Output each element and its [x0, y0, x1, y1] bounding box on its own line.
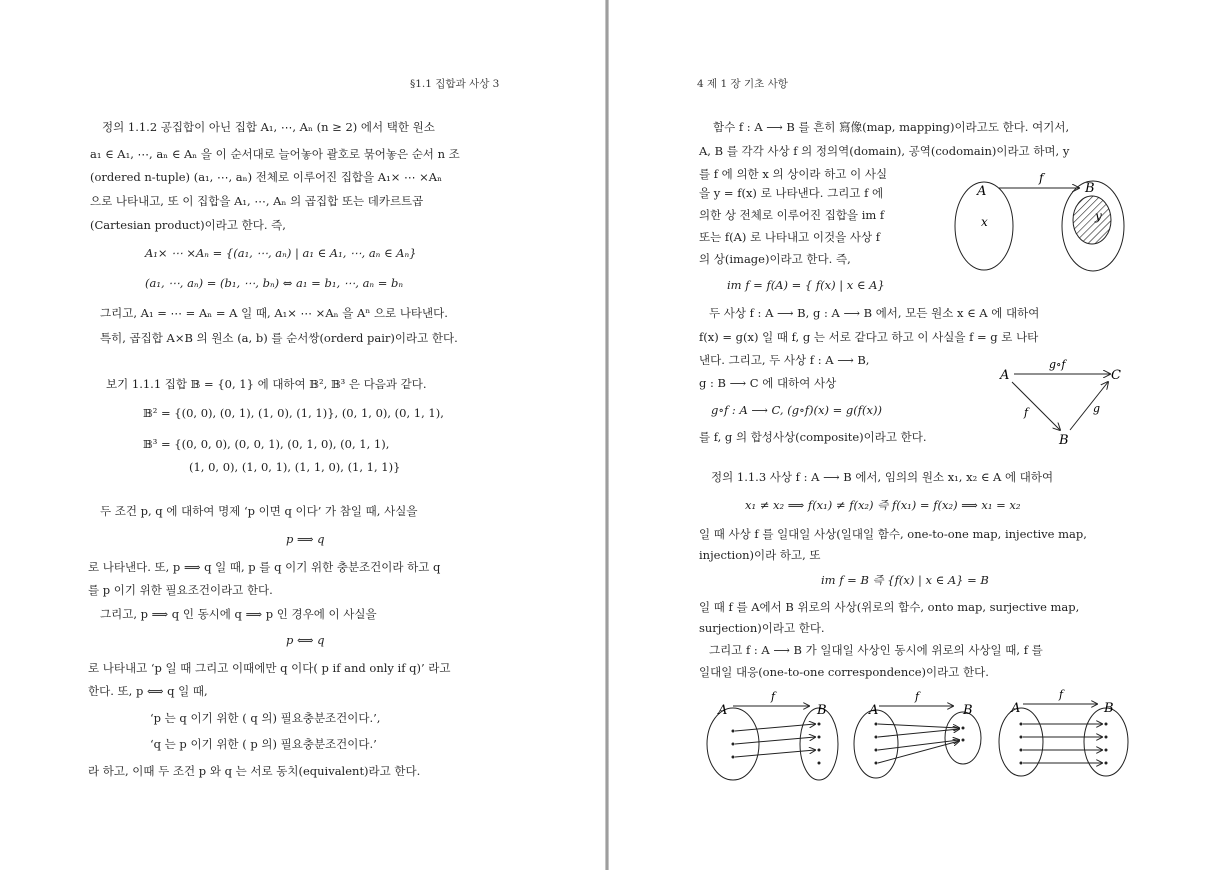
- text-line: 일대일 대응(one-to-one correspondence)이라고 한다.: [699, 665, 989, 679]
- definition-line: 정의 1.1.2 공집합이 아닌 집합 A₁, ⋯, Aₙ (n ≥ 2) 에서 택한 원소: [102, 120, 435, 134]
- mapping-diagrams: [701, 684, 1141, 784]
- equation: 𝔹² = {(0, 0), (0, 1), (1, 0), (1, 1)}, (0, 1, 0), (0, 1, 1),: [143, 406, 444, 420]
- equation: im f = B 즉 {f(x) | x ∈ A} = B: [821, 573, 989, 587]
- text-line: 를 p 이기 위한 필요조건이라고 한다.: [88, 583, 273, 597]
- image-region: [1073, 196, 1111, 244]
- set-b-label: B: [1085, 181, 1095, 196]
- text-line: 일 때 f 를 A에서 B 위로의 사상(위로의 함수, onto map, surjective map,: [699, 600, 1080, 614]
- text-line: 를 f 에 의한 x 의 상이라 하고 이 사실: [699, 167, 888, 181]
- left-page: [0, 0, 605, 870]
- text-line: 낸다. 그리고, 두 사상 f : A ⟶ B,: [699, 353, 870, 367]
- text-line: 로 나타낸다. 또, p ⟹ q 일 때, p 를 q 이기 위한 충분조건이라 하고 q: [88, 560, 441, 574]
- text-line: 두 조건 p, q 에 대하여 명제 ‘p 이면 q 이다’ 가 참일 때, 사실을: [100, 504, 418, 518]
- set-a-label: A: [1011, 701, 1021, 716]
- text-line: 일 때 사상 f 를 일대일 사상(일대일 함수, one-to-one map, injective map,: [699, 527, 1087, 541]
- g-arrow: [1070, 382, 1108, 430]
- text-line: injection)이라 하고, 또: [699, 548, 821, 562]
- text-line: 로 나타내고 ‘p 일 때 그리고 이때에만 q 이다( p if and only if q)’ 라고: [88, 661, 451, 675]
- text-line: 그리고, p ⟹ q 인 동시에 q ⟹ p 인 경우에 이 사실을: [100, 607, 377, 621]
- text-line: ‘p 는 q 이기 위한 ( q 의) 필요충분조건이다.’,: [150, 711, 381, 725]
- equation: g∘f : A ⟶ C, (g∘f)(x) = g(f(x)): [711, 403, 882, 417]
- text-line: (Cartesian product)이라고 한다. 즉,: [90, 218, 286, 232]
- text-line: 두 사상 f : A ⟶ B, g : A ⟶ B 에서, 모든 원소 x ∈ A 에 대하여: [709, 306, 1040, 320]
- text-line: 을 y = f(x) 로 나타낸다. 그리고 f 에: [699, 186, 884, 200]
- text-line: (ordered n-tuple) (a₁, ⋯, aₙ) 전체로 이루어진 집합을 A₁× ⋯ ×Aₙ: [90, 170, 443, 184]
- map-f-label: f: [915, 690, 920, 703]
- text-line: surjection)이라고 한다.: [699, 621, 825, 635]
- map-f-label: f: [771, 690, 776, 703]
- equation: x₁ ≠ x₂ ⟹ f(x₁) ≠ f(x₂) 즉 f(x₁) = f(x₂) ⟹ x₁ = x₂: [745, 498, 1021, 512]
- text-line: 라 하고, 이때 두 조건 p 와 q 는 서로 동치(equivalent)라고 한다.: [88, 764, 421, 778]
- equation: 𝔹³ = {(0, 0, 0), (0, 0, 1), (0, 1, 0), (0, 1, 1),: [143, 437, 390, 451]
- text-line: 특히, 곱집합 A×B 의 원소 (a, b) 를 순서쌍(orderd pair)이라고 한다.: [100, 331, 458, 345]
- bijective-map-diagram: [999, 688, 1128, 776]
- surjective-map-diagram: [854, 690, 981, 778]
- running-header: §1.1 집합과 사상 3: [410, 78, 500, 90]
- y-label: y: [1095, 209, 1102, 223]
- text-line: 를 f, g 의 합성사상(composite)이라고 한다.: [699, 430, 927, 444]
- equation: A₁× ⋯ ×Aₙ = {(a₁, ⋯, aₙ) | a₁ ∈ A₁, ⋯, aₙ ∈ Aₙ}: [145, 246, 417, 260]
- text-line: 한다. 또, p ⟺ q 일 때,: [88, 684, 208, 698]
- composite-diagram: [994, 354, 1124, 446]
- gf-label: g∘f: [1049, 358, 1066, 371]
- equation: (1, 0, 0), (1, 0, 1), (1, 1, 0), (1, 1, 1)}: [189, 460, 401, 474]
- definition-line: 정의 1.1.3 사상 f : A ⟶ B 에서, 임의의 원소 x₁, x₂ ∈ A 에 대하여: [711, 470, 1054, 484]
- text-line: g : B ⟶ C 에 대하여 사상: [699, 376, 837, 390]
- set-b-label: B: [1059, 433, 1069, 446]
- text-line: 또는 f(A) 로 나타내고 이것을 사상 f: [699, 230, 881, 244]
- set-b-label: B: [963, 703, 973, 718]
- text-line: A, B 를 각각 사상 f 의 정의역(domain), 공역(codomain)이라고 하며, y: [699, 144, 1070, 158]
- set-c-label: C: [1111, 368, 1121, 383]
- set-a-label: A: [1000, 368, 1010, 383]
- injective-map-diagram: [707, 690, 838, 780]
- text-line: 그리고 f : A ⟶ B 가 일대일 사상인 동시에 위로의 사상일 때, f 를: [709, 643, 1043, 657]
- text-line: ‘q 는 p 이기 위한 ( p 의) 필요충분조건이다.’: [150, 737, 377, 751]
- text-line: 의한 상 전체로 이루어진 집합을 im f: [699, 208, 885, 222]
- map-f-label: f: [1059, 688, 1064, 701]
- image-diagram: [951, 168, 1131, 274]
- right-page: [609, 0, 1217, 870]
- text-line: 그리고, A₁ = ⋯ = Aₙ = A 일 때, A₁× ⋯ ×Aₙ 을 Aⁿ 으로 나타낸다.: [100, 306, 448, 320]
- g-label: g: [1093, 402, 1101, 415]
- example-heading: 보기 1.1.1 집합 𝔹 = {0, 1} 에 대하여 𝔹², 𝔹³ 은 다음과 같다.: [106, 377, 427, 391]
- equation: p ⟺ q: [286, 633, 325, 647]
- running-header: 4 제 1 장 기초 사항: [697, 78, 788, 90]
- x-label: x: [981, 215, 988, 229]
- set-a-label: A: [869, 703, 879, 718]
- f-label: f: [1024, 406, 1029, 419]
- set-b-label: B: [1104, 701, 1114, 716]
- equation: (a₁, ⋯, aₙ) = (b₁, ⋯, bₙ) ⇔ a₁ = b₁, ⋯, aₙ = bₙ: [145, 276, 404, 290]
- text-line: 함수 f : A ⟶ B 를 흔히 寫像(map, mapping)이라고도 한다. 여기서,: [713, 120, 1070, 134]
- equation: im f = f(A) = { f(x) | x ∈ A}: [727, 278, 885, 292]
- text-line: 의 상(image)이라고 한다. 즉,: [699, 252, 851, 266]
- set-b-label: B: [817, 703, 827, 718]
- set-a-label: A: [718, 703, 728, 718]
- text-line: a₁ ∈ A₁, ⋯, aₙ ∈ Aₙ 을 이 순서대로 늘어놓아 괄호로 묶어놓은 순서 n 조: [90, 147, 460, 161]
- text-line: f(x) = g(x) 일 때 f, g 는 서로 같다고 하고 이 사실을 f = g 로 나타: [699, 330, 1039, 344]
- set-a-label: A: [977, 184, 987, 199]
- text-line: 으로 나타내고, 또 이 집합을 A₁, ⋯, Aₙ 의 곱집합 또는 데카르트곱: [90, 194, 424, 208]
- map-f-label: f: [1039, 171, 1044, 185]
- f-arrow: [1012, 382, 1060, 430]
- equation: p ⟹ q: [286, 532, 325, 546]
